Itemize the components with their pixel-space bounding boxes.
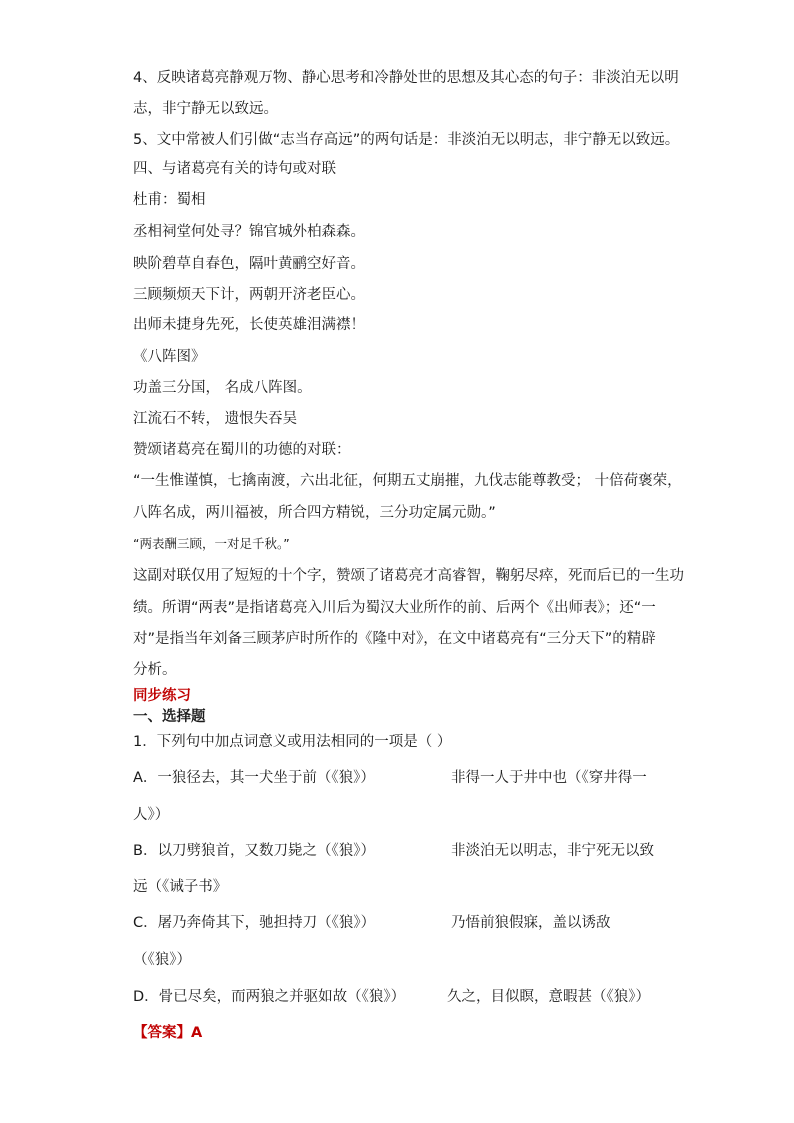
- answer-label: 【答案】A: [133, 1025, 203, 1041]
- option-b-pair: 非淡泊无以明志，非宁死无以致: [451, 843, 654, 859]
- section-heading-practice: 同步练习: [133, 688, 191, 704]
- text-line: 对”是指当年刘备三顾茅庐时所作的《隆中对》，在文中诸葛亮有“三分天下”的精辟: [133, 631, 656, 647]
- text-line: 5、文中常被人们引做“志当存高远”的两句话是：非淡泊无以明志，非宁静无以致远。: [133, 132, 680, 148]
- question-stem: 1．下列句中加点词意义或用法相同的一项是（ ）: [133, 734, 452, 750]
- option-c: C．屠乃奔倚其下，驰担持刀（《狼》）: [133, 915, 376, 931]
- poem-line: 出师未捷身先死，长使英雄泪满襟！: [133, 317, 365, 333]
- option-a: A．一狼径去，其一犬坐于前（《狼》）: [133, 770, 375, 786]
- text-line: 这副对联仅用了短短的十个字，赞颂了诸葛亮才高睿智，鞠躬尽瘁，死而后已的一生功: [133, 568, 684, 584]
- couplet-line: 八阵名成，两川福被，所合四方精锐，三分功定属元勋。”: [133, 505, 496, 521]
- text-line: 绩。所谓“两表”是指诸葛亮入川后为蜀汉大业所作的前、后两个《出师表》；还“一: [133, 600, 656, 616]
- poem-line: 江流石不转， 遗恨失吞吴: [133, 411, 298, 427]
- option-a-pair: 非得一人于井中也（《穿井得一: [451, 770, 647, 786]
- option-c-cont: （《狼》）: [133, 952, 191, 968]
- poem-line: 映阶碧草自春色，隔叶黄鹂空好音。: [133, 256, 365, 272]
- poem-line: 功盖三分国， 名成八阵图。: [133, 380, 312, 396]
- couplet-line: “一生惟谨慎，七擒南渡，六出北征，何期五丈崩摧，九伐志能尊教受； 十倍荷褒荣，: [133, 473, 682, 489]
- option-d: D．骨已尽矣，而两狼之并驱如故（《狼》）: [133, 989, 406, 1005]
- text-line: 4、反映诸葛亮静观万物、静心思考和冷静处世的思想及其心态的句子：非淡泊无以明: [133, 70, 679, 86]
- text-line: 分析。: [133, 662, 177, 678]
- poem-line: 三顾频烦天下计，两朝开济老臣心。: [133, 287, 365, 303]
- poem-title: 杜甫：蜀相: [133, 192, 206, 208]
- option-b: B．以刀劈狼首，又数刀毙之（《狼》）: [133, 843, 375, 859]
- section-heading-choice: 一、选择题: [133, 709, 206, 725]
- poem-title: 《八阵图》: [133, 349, 206, 365]
- section-heading: 四、与诸葛亮有关的诗句或对联: [133, 161, 336, 177]
- poem-line: 丞相祠堂何处寻？锦官城外柏森森。: [133, 224, 365, 240]
- option-b-cont: 远（《诫子书》: [133, 879, 228, 895]
- text-line: 赞颂诸葛亮在蜀川的功德的对联：: [133, 442, 351, 458]
- option-a-cont: 人》）: [133, 807, 170, 823]
- text-line: 志，非宁静无以致远。: [133, 101, 278, 117]
- option-d-pair: 久之，目似瞑，意暇甚（《狼》）: [447, 989, 650, 1005]
- option-c-pair: 乃悟前狼假寐，盖以诱敌: [451, 915, 611, 931]
- couplet-line: “两表酬三顾，一对足千秋。”: [133, 536, 290, 551]
